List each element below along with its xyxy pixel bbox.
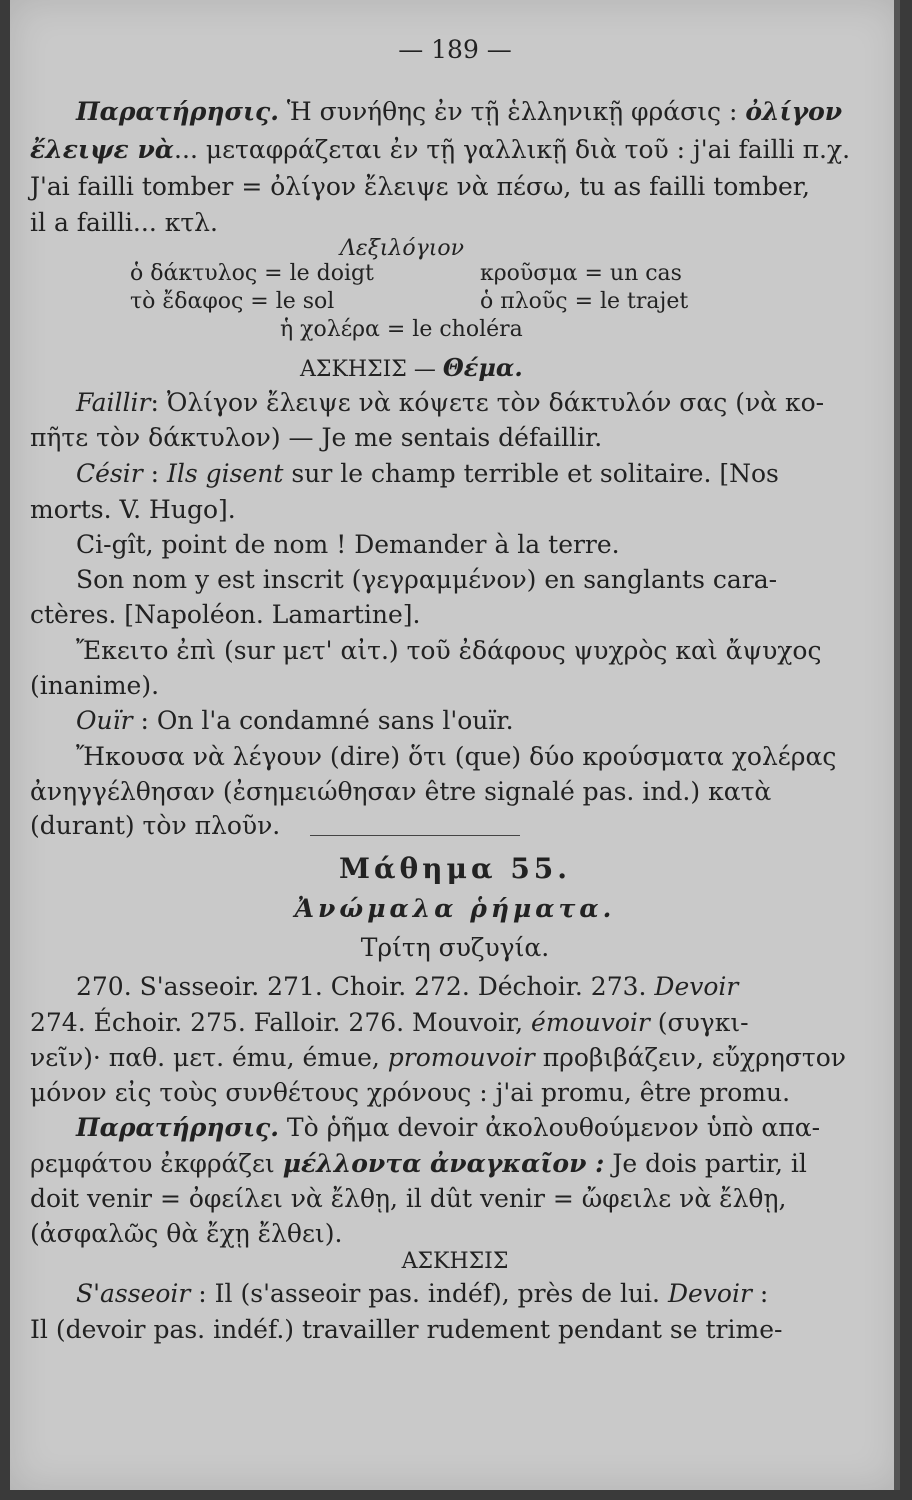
page-number: — 189 —: [398, 35, 512, 64]
remark1-line3: J'ai failli tomber = ὀλίγον ἔλειψε νὰ πέσω, tu as failli tomber,: [30, 172, 810, 201]
exercise1-line7: ctères. [Napoléon. Lamartine].: [30, 600, 421, 629]
page-edge-shadow: [894, 0, 900, 1490]
remark1-label: Παρατήρησις.: [76, 97, 279, 126]
exercise2-line1: S'asseoir : Il (s'asseoir pas. indéf), près de lui. Devoir :: [76, 1279, 769, 1308]
section-divider: [310, 835, 520, 836]
vocab-cas: κροῦσμα = un cas: [480, 261, 682, 286]
remark1-line2: ἔλειψε νὰ... μεταφράζεται ἐν τῇ γαλλικῇ διὰ τοῦ : j'ai failli π.χ.: [30, 135, 851, 164]
verbs-line2: 274. Échoir. 275. Falloir. 276. Mouvoir, émouvoir (συγκι-: [30, 1008, 749, 1037]
vocab-trajet: ὁ πλοῦς = le trajet: [480, 289, 689, 314]
conjugation-title: Τρίτη συζυγία.: [360, 933, 550, 962]
exercise1-line6: Son nom y est inscrit (γεγραμμένον) en sanglants cara-: [76, 565, 778, 594]
exercise1-line3: Césir : Ils gisent sur le champ terrible et solitaire. [Nos: [76, 459, 779, 488]
exercise1-line5: Ci-gît, point de nom ! Demander à la terre.: [76, 530, 620, 559]
exercise1-line13: (durant) τὸν πλοῦν.: [30, 811, 281, 840]
verbs-line1: 270. S'asseoir. 271. Choir. 272. Déchoir. 273. Devoir: [76, 972, 739, 1001]
exercise1-line12: ἀνηγγέλθησαν (ἐσημειώθησαν être signalé pas. ind.) κατὰ: [30, 777, 772, 806]
vocab-sol: τὸ ἔδαφος = le sol: [130, 289, 335, 314]
remark2-label: Παρατήρησις.: [76, 1113, 279, 1142]
exercise1-line1: Faillir: Ὀλίγον ἔλειψε νὰ κόψετε τὸν δάκτυλόν σας (νὰ κο-: [76, 388, 825, 417]
exercise1-line10: Ouïr : On l'a condamné sans l'ouïr.: [76, 706, 514, 735]
verbs-line4: μόνον εἰς τοὺς συνθέτους χρόνους : j'ai promu, être promu.: [30, 1078, 791, 1107]
vocabulary-title: Λεξιλόγιον: [340, 236, 465, 261]
exercise1-line9: (inanime).: [30, 671, 160, 700]
remark1-line4: il a failli... κτλ.: [30, 208, 218, 237]
exercise2-title: ΑΣΚΗΣΙΣ: [401, 1249, 509, 1274]
exercise1-title: ΑΣΚΗΣΙΣ — Θέμα.: [300, 353, 523, 382]
remark2-line4: (ἀσφαλῶς θὰ ἔχῃ ἔλθει).: [30, 1219, 343, 1248]
exercise2-line2: Il (devoir pas. indéf.) travailler rudement pendant se trime-: [30, 1315, 783, 1344]
vocab-doigt: ὁ δάκτυλος = le doigt: [130, 261, 374, 286]
lesson-title: Μάθημα 55.: [338, 852, 572, 885]
remark2-line2: ρεμφάτου ἐκφράζει μέλλοντα ἀναγκαῖον : Je dois partir, il: [30, 1149, 807, 1178]
exercise1-line8: Ἔκειτο ἐπὶ (sur μετ' αἰτ.) τοῦ ἐδάφους ψυχρὸς καὶ ἄψυχος: [76, 636, 822, 665]
lesson-subtitle: Ἀνώμαλα ῥήματα.: [294, 894, 616, 923]
book-page: [10, 0, 900, 1490]
remark2-line1: Παρατήρησις. Τὸ ῥῆμα devoir ἀκολουθούμενον ὑπὸ απα-: [76, 1113, 821, 1142]
vocab-cholera: ἡ χολέρα = le choléra: [280, 317, 523, 342]
exercise1-line2: πῆτε τὸν δάκτυλον) — Je me sentais défaillir.: [30, 423, 603, 452]
exercise1-line11: Ἤκουσα νὰ λέγουν (dire) ὅτι (que) δύο κρούσματα χολέρας: [76, 742, 837, 771]
remark1-line1: Παρατήρησις. Ἡ συνήθης ἐν τῇ ἑλληνικῇ φράσις : ὀλίγον: [76, 97, 843, 126]
remark2-line3: doit venir = ὀφείλει νὰ ἔλθῃ, il dût venir = ὤφειλε νὰ ἔλθῃ,: [30, 1184, 787, 1213]
exercise1-line4: morts. V. Hugo].: [30, 495, 236, 524]
verbs-line3: νεῖν)· παθ. μετ. ému, émue, promouvoir προβιβάζειν, εὔχρηστον: [30, 1043, 846, 1072]
